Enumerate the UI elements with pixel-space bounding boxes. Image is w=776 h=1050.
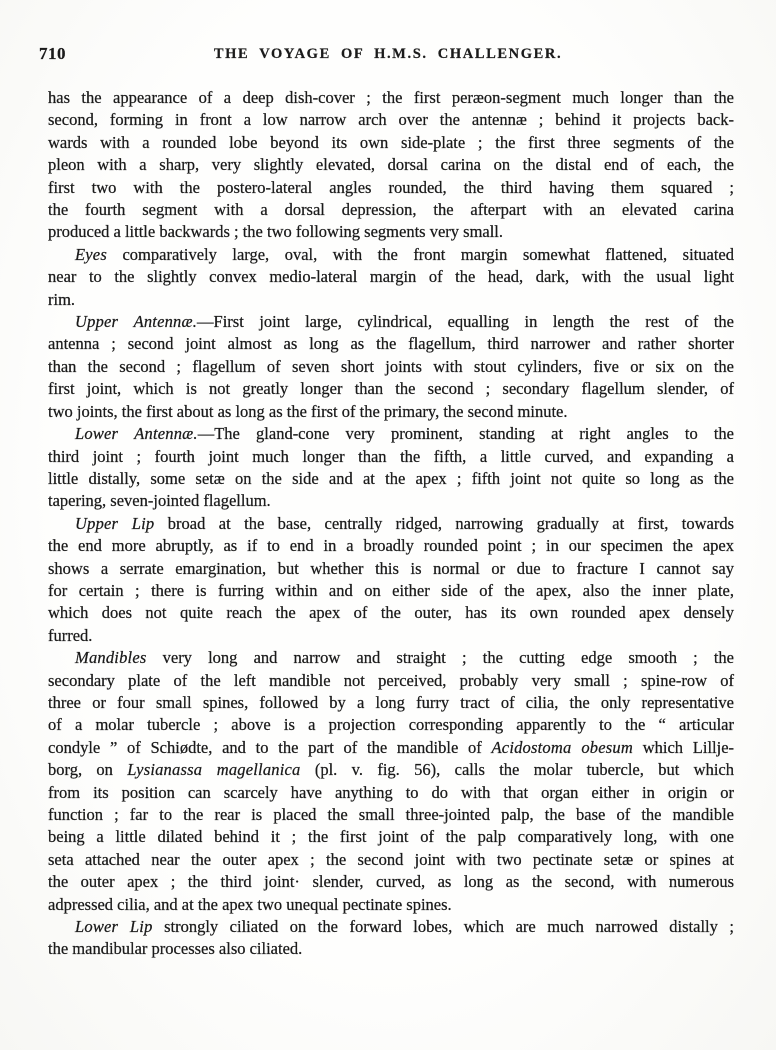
text-line xyxy=(48,916,734,938)
text-line xyxy=(48,759,734,781)
text-line xyxy=(48,938,734,960)
text-line xyxy=(48,849,734,871)
text-segment: three or four small spines, followed by a long furry tract of cilia, the only representative xyxy=(48,692,734,712)
italic-term: Upper Lip xyxy=(75,513,155,533)
text-segment: than the second ; flagellum of seven short joints with stout cylinders, five or six on the xyxy=(48,356,734,376)
text-line xyxy=(48,894,734,916)
text-segment: comparatively large, oval, with the front margin somewhat flattened, situated xyxy=(106,244,734,264)
text-line xyxy=(48,378,734,400)
text-segment: (pl. v. fig. 56), calls the molar tubercle, but which xyxy=(300,760,734,780)
text-line xyxy=(48,266,734,288)
text-segment: very long and narrow and straight ; the cutting edge smooth ; the xyxy=(146,648,734,668)
text-segment: wards with a rounded lobe beyond its own side-plate ; the first three segments of the xyxy=(48,132,734,152)
text-segment: two joints, the first about as long as the first of the primary, the second minute. xyxy=(48,401,568,421)
text-segment: rim. xyxy=(48,289,76,309)
text-line xyxy=(48,401,734,423)
text-segment: tapering, seven-jointed flagellum. xyxy=(48,491,271,511)
text-line xyxy=(48,468,734,490)
text-line xyxy=(48,311,734,333)
italic-term: Lysianassa magellanica xyxy=(127,760,301,780)
text-line xyxy=(48,221,734,243)
text-line xyxy=(48,244,734,266)
text-segment: borg, on xyxy=(48,760,128,780)
text-segment: first joint, which is not greatly longer than the second ; secondary flagellum slender, of xyxy=(48,379,734,399)
text-segment: —First joint large, cylindrical, equalling in length the rest of the xyxy=(197,312,734,332)
text-segment: the mandibular processes also ciliated. xyxy=(48,939,303,959)
italic-term: Mandibles xyxy=(75,648,147,668)
text-segment: second, forming in front a low narrow arch over the antennæ ; behind it projects back- xyxy=(48,110,734,130)
text-segment: near to the slightly convex medio-lateral margin of the head, dark, with the usual light xyxy=(48,267,734,287)
text-line xyxy=(48,737,734,759)
italic-term: Upper Antennæ. xyxy=(75,312,198,332)
text-line xyxy=(48,670,734,692)
text-line xyxy=(48,154,734,176)
text-line xyxy=(48,692,734,714)
text-line xyxy=(48,782,734,804)
text-segment: of a molar tubercle ; above is a projection corresponding apparently to the “ articular xyxy=(48,715,734,735)
text-segment: strongly ciliated on the forward lobes, which are much narrowed distally ; xyxy=(152,917,734,937)
italic-term: Acidostoma obesum xyxy=(491,737,633,757)
text-segment: the end more abruptly, as if to end in a broadly rounded point ; in our specimen the apex xyxy=(48,536,734,556)
text-segment: which does not quite reach the apex of the outer, has its own rounded apex densely xyxy=(48,603,734,623)
text-line xyxy=(48,333,734,355)
page-number: 710 xyxy=(39,44,66,63)
text-line xyxy=(48,871,734,893)
text-segment: secondary plate of the left mandible not perceived, probably very small ; spine-row of xyxy=(48,670,734,690)
text-segment: which Lillje- xyxy=(632,737,735,757)
text-segment: the outer apex ; the third joint· slender, curved, as long as the second, with numerous xyxy=(48,872,734,892)
text-line xyxy=(48,199,734,221)
text-segment: shows a serrate emargination, but whether this is normal or due to fracture I cannot say xyxy=(48,558,734,578)
text-segment: first two with the postero-lateral angles rounded, the third having them squared ; xyxy=(48,177,734,197)
text-line xyxy=(48,356,734,378)
text-line xyxy=(48,177,734,199)
text-segment: third joint ; fourth joint much longer than the fifth, a little curved, and expanding a xyxy=(48,446,734,466)
text-line xyxy=(48,446,734,468)
text-line xyxy=(48,87,734,109)
text-segment: for certain ; there is furring within and on either side of the apex, also the inner plate, xyxy=(48,580,734,600)
running-title: THE VOYAGE OF H.M.S. CHALLENGER. xyxy=(213,46,563,62)
text-segment: the fourth segment with a dorsal depression, the afterpart with an elevated carina xyxy=(48,200,734,220)
running-head xyxy=(0,44,776,66)
page-body xyxy=(48,87,734,961)
text-line xyxy=(48,580,734,602)
text-line xyxy=(48,109,734,131)
text-line xyxy=(48,513,734,535)
text-line xyxy=(48,132,734,154)
text-segment: broad at the base, centrally ridged, narrowing gradually at first, towards xyxy=(154,513,734,533)
text-line xyxy=(48,490,734,512)
text-segment: little distally, some setæ on the side and at the apex ; fifth joint not quite so long as the xyxy=(48,468,734,488)
text-line xyxy=(48,804,734,826)
text-segment: being a little dilated behind it ; the first joint of the palp comparatively long, with one xyxy=(48,827,734,847)
italic-term: Eyes xyxy=(75,244,107,264)
text-line xyxy=(48,423,734,445)
text-segment: pleon with a sharp, very slightly elevated, dorsal carina on the distal end of each, the xyxy=(48,155,734,175)
text-line xyxy=(48,558,734,580)
italic-term: Lower Lip xyxy=(75,917,153,937)
text-segment: from its position can scarcely have anything to do with that organ either in origin or xyxy=(48,782,734,802)
text-line xyxy=(48,826,734,848)
text-segment: —The gland-cone very prominent, standing at right angles to the xyxy=(197,424,735,444)
text-line xyxy=(48,602,734,624)
text-segment: adpressed cilia, and at the apex two unequal pectinate spines. xyxy=(48,894,452,914)
text-segment: produced a little backwards ; the two following segments very small. xyxy=(48,222,504,242)
text-segment: function ; far to the rear is placed the small three-jointed palp, the base of the mandible xyxy=(48,805,734,824)
text-segment: has the appearance of a deep dish-cover ; the first peræon-segment much longer than the xyxy=(48,88,734,107)
italic-term: Lower Antennæ. xyxy=(75,424,198,444)
text-line xyxy=(48,289,734,311)
text-segment: condyle ” of Schiødte, and to the part of the mandible of xyxy=(48,737,492,757)
text-segment: antenna ; second joint almost as long as the flagellum, third narrower and rather shorter xyxy=(48,334,734,354)
text-segment: furred. xyxy=(48,625,93,645)
text-segment: seta attached near the outer apex ; the second joint with two pectinate setæ or spines at xyxy=(48,849,734,869)
text-line xyxy=(48,714,734,736)
text-line xyxy=(48,535,734,557)
text-line xyxy=(48,647,734,669)
text-line xyxy=(48,625,734,647)
